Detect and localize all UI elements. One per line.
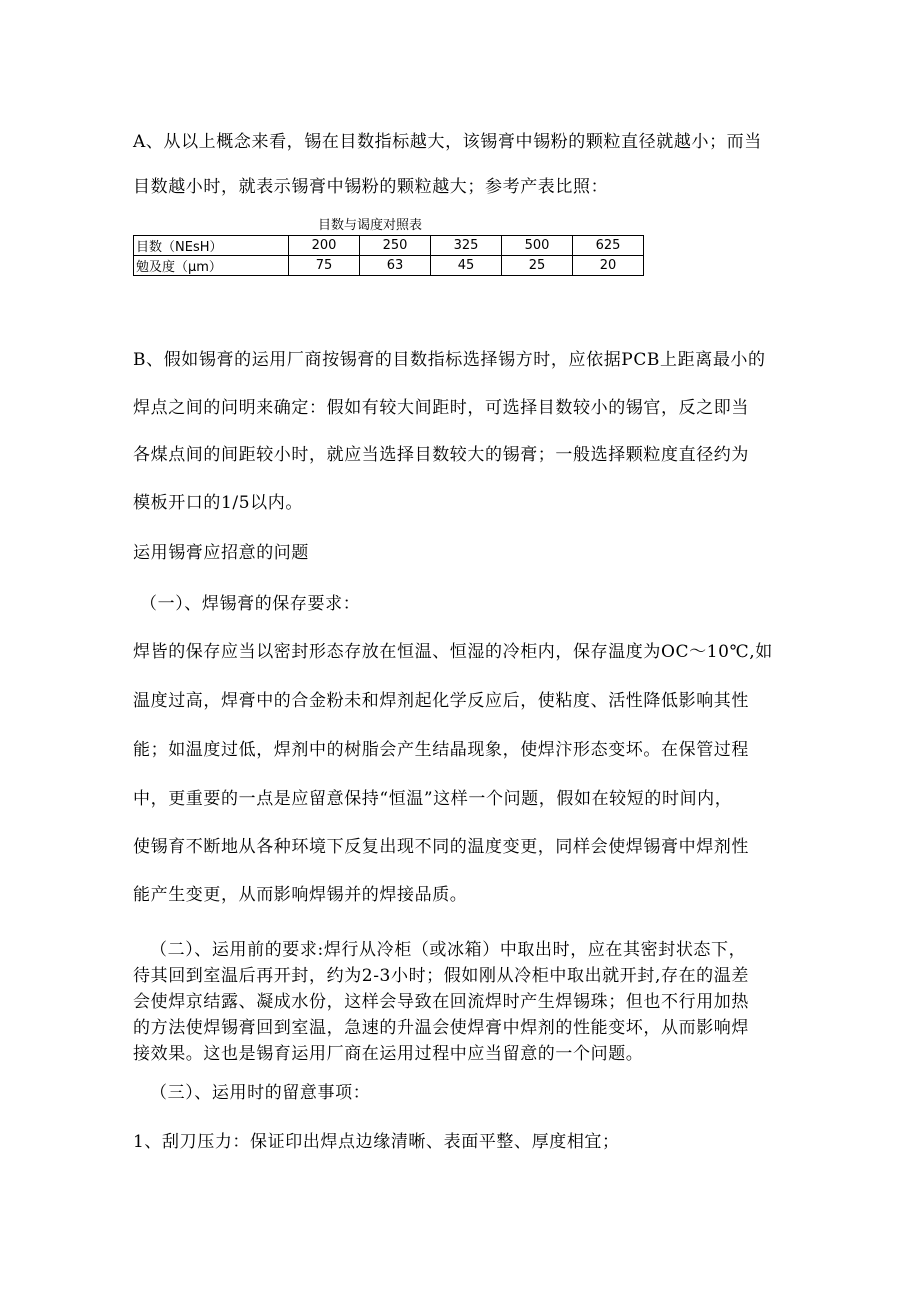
subsection-heading: （一）、焊锡膏的保存要求： <box>140 594 361 614</box>
paragraph-before-use-line: 接效果。这也是锡育运用厂商在运用过程中应当留意的一个问题。 <box>133 1044 644 1064</box>
paragraph-storage-line: 能；如温度过低，焊剂中的树脂会产生结晶现象，使焊汴形态变坏。在保管过程 <box>133 740 749 760</box>
table-cell: 75 <box>289 256 360 276</box>
table-cell: 45 <box>431 256 502 276</box>
row-header: 勉及度（μm） <box>134 256 289 276</box>
table-caption: 目数与谒度对照表 <box>318 218 423 233</box>
paragraph-b-line: 模板开口的1/5以内。 <box>133 493 303 513</box>
paragraph-before-use-line: 待其回到室温后再开封，约为2-3小时；假如刚从冷柜中取出就开封,存在的温差 <box>133 966 749 986</box>
paragraph-b-line: 各煤点间的间距较小时，就应当选择目数较大的锡膏；一般选择颗粒度直径约为 <box>133 445 749 465</box>
table-row <box>134 236 644 256</box>
paragraph-storage-line: 使锡育不断地从各种环境下反复出现不同的温度变更，同样会使焊锡膏中焊剂性 <box>133 837 749 857</box>
table-row <box>134 256 644 276</box>
table-cell: 500 <box>502 236 573 256</box>
paragraph-storage-line: 中，更重要的一点是应留意保持“恒温”这样一个问题，假如在较短的时间内， <box>133 789 733 809</box>
table-cell: 63 <box>360 256 431 276</box>
paragraph-a-line: 目数越小时，就表示锡膏中锡粉的颗粒越大；参考产表比照： <box>133 177 609 197</box>
subsection-heading: （三）、运用时的留意事项： <box>150 1083 371 1103</box>
paragraph-storage-line: 能产生变更，从而影响焊锡并的焊接品质。 <box>133 885 468 905</box>
row-header: 目数（NEsH） <box>134 236 289 256</box>
paragraph-before-use-line: （二）、运用前的要求:焊行从冷柜（或冰箱）中取出时，应在其密封状态下， <box>150 940 747 960</box>
section-heading: 运用锡膏应招意的问题 <box>133 543 309 563</box>
paragraph-storage-line: 焊皆的保存应当以密封形态存放在恒温、恒湿的冷柜内，保存温度为OC～10℃,如 <box>133 642 773 662</box>
table-cell: 25 <box>502 256 573 276</box>
paragraph-before-use-line: 会使焊京结露、凝成水份，这样会导致在回流焊时产生焊锡珠；但也不行用加热 <box>133 992 749 1012</box>
table-cell: 20 <box>573 256 644 276</box>
paragraph-b-line: B、假如锡膏的运用厂商按锡膏的目数指标选择锡方时，应依据PCB上距离最小的 <box>133 350 766 370</box>
mesh-size-table <box>133 235 644 276</box>
paragraph-storage-line: 温度过高，焊膏中的合金粉未和焊剂起化学反应后，使粘度、活性降低影响其性 <box>133 691 749 711</box>
table-cell: 625 <box>573 236 644 256</box>
table-cell: 325 <box>431 236 502 256</box>
paragraph-before-use-line: 的方法使焊锡膏回到室温，急速的升温会使焊膏中焊剂的性能变坏，从而影响焊 <box>133 1018 749 1038</box>
table-cell: 200 <box>289 236 360 256</box>
paragraph-a-line: A、从以上概念来看，锡在目数指标越大，该锡膏中锡粉的颗粒直径就越小；而当 <box>133 132 762 152</box>
table-cell: 250 <box>360 236 431 256</box>
list-item: 1、刮刀压力：保证印出焊点边缘清晰、表面平整、厚度相宜； <box>133 1132 620 1152</box>
paragraph-b-line: 焊点之间的问明来确定：假如有较大间距时，可选择目数较小的锡官，反之即当 <box>133 398 749 418</box>
